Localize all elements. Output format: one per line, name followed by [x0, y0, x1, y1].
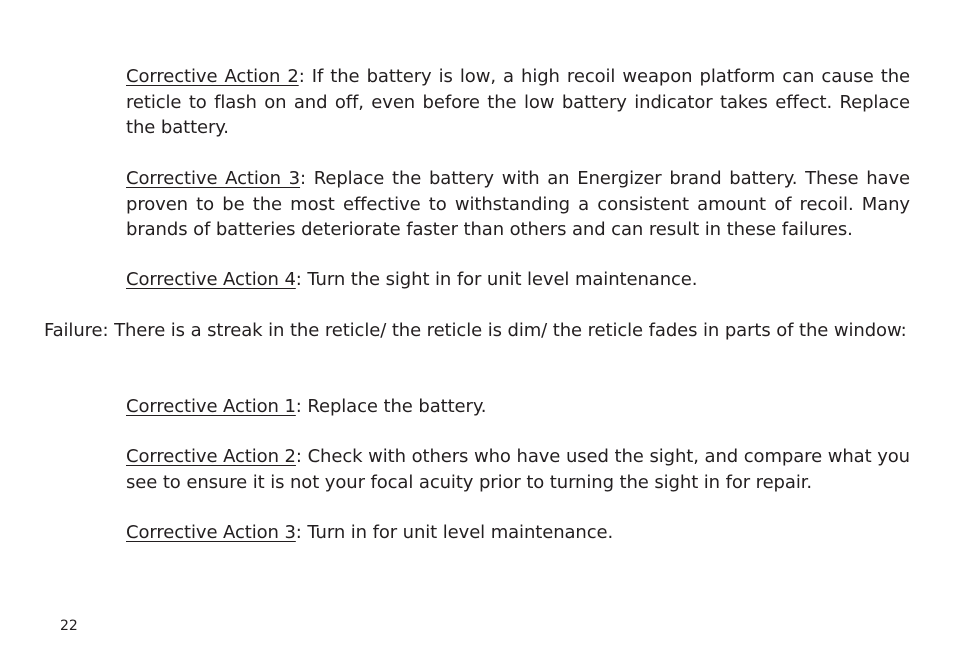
corrective-action-text: : Check with others who have used the sight, and compare what you see to ensure it is not your focal acuity prior to turning the sight in for repair. [126, 446, 910, 493]
corrective-action-label: Corrective Action 2 [126, 66, 299, 87]
corrective-action-label: Corrective Action 3 [126, 168, 301, 189]
corrective-action-paragraph [126, 520, 910, 546]
corrective-action-paragraph [126, 267, 910, 293]
corrective-action-paragraph [126, 64, 910, 141]
failure-paragraph [44, 318, 910, 344]
corrective-action-paragraph [126, 444, 910, 495]
corrective-action-text: : Turn in for unit level maintenance. [295, 522, 614, 543]
corrective-action-text: : If the battery is low, a high recoil weapon platform can cause the reticle to flash on and off, even before the low battery indicator takes effect. Replace the battery. [126, 66, 911, 138]
corrective-action-text: : Turn the sight in for unit level maintenance. [295, 269, 698, 290]
page-number: 22 [60, 618, 78, 634]
corrective-action-label: Corrective Action 3 [126, 522, 296, 543]
corrective-action-text: : Replace the battery with an Energizer brand battery. These have proven to be the most effective to withstanding a consistent amount of recoil. Many brands of batteries deteriorate faster than others and can result in these failures. [126, 168, 911, 240]
corrective-action-label: Corrective Action 1 [126, 396, 296, 417]
corrective-action-label: Corrective Action 2 [126, 446, 296, 467]
failure-text: Failure: There is a streak in the reticle/ the reticle is dim/ the reticle fades in parts of the window: [44, 320, 907, 341]
corrective-action-paragraph [126, 166, 910, 243]
corrective-action-paragraph [126, 394, 910, 420]
corrective-action-label: Corrective Action 4 [126, 269, 296, 290]
corrective-action-text: : Replace the battery. [295, 396, 487, 417]
